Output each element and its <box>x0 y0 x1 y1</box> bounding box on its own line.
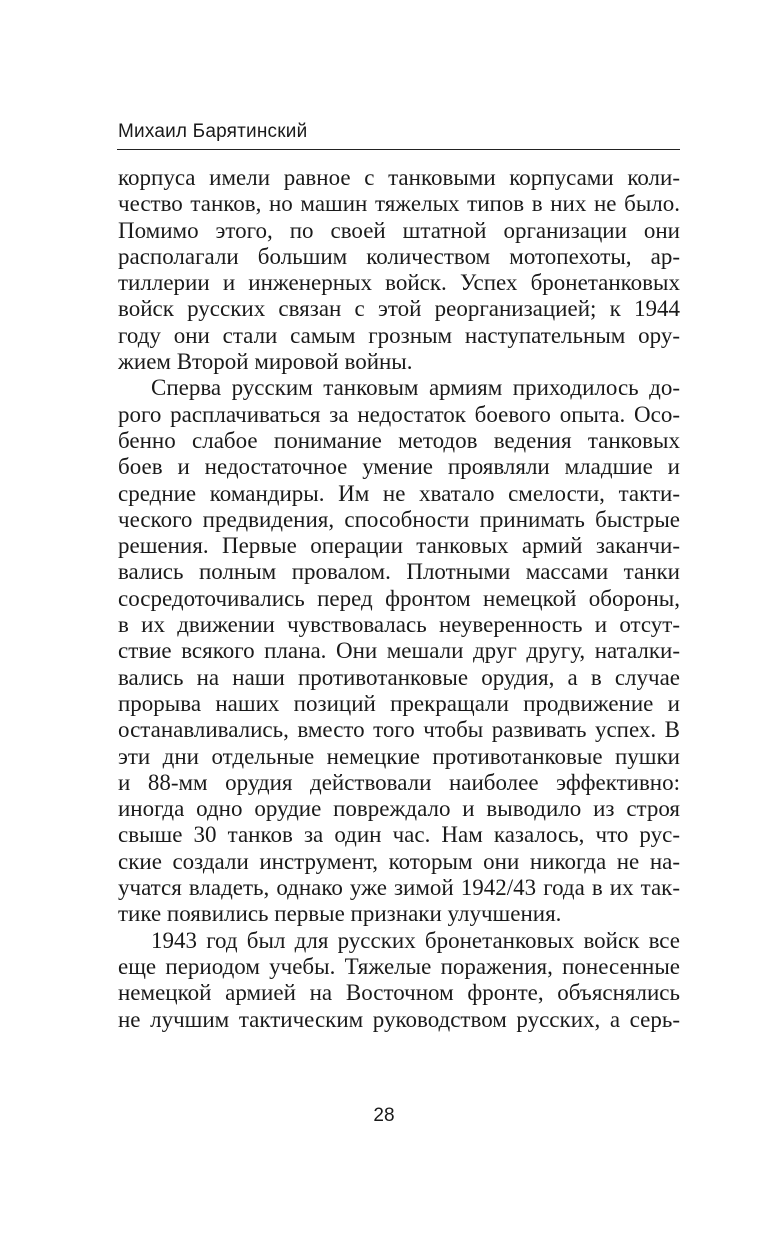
text-line: эти дни отдельные немецкие противотанковые пушки <box>118 743 680 769</box>
paragraph <box>118 928 680 1033</box>
header-rule <box>117 149 680 150</box>
text-line: прорыва наших позиций прекращали продвижение и <box>118 690 680 716</box>
text-line: боев и недостаточное умение проявляли младшие и <box>118 454 680 480</box>
text-line: чество танков, но машин тяжелых типов в них не было. <box>118 191 680 217</box>
text-line: ствие всякого плана. Они мешали друг другу, наталки- <box>118 638 680 664</box>
text-line: и 88-мм орудия действовали наиболее эффективно: <box>118 769 680 795</box>
body-text <box>118 165 680 1033</box>
text-line: решения. Первые операции танковых армий заканчи- <box>118 533 680 559</box>
text-line: вались полным провалом. Плотными массами танки <box>118 559 680 585</box>
paragraph <box>118 375 680 927</box>
text-line: тиллерии и инженерных войск. Успех бронетанковых <box>118 270 680 296</box>
text-line: свыше 30 танков за один час. Нам казалось, что рус- <box>118 822 680 848</box>
text-line: Помимо этого, по своей штатной организации они <box>118 217 680 243</box>
text-line: сосредоточивались перед фронтом немецкой обороны, <box>118 585 680 611</box>
text-line: немецкой армией на Восточном фронте, объяснялись <box>118 980 680 1006</box>
text-line: располагали большим количеством мотопехоты, ар- <box>118 243 680 269</box>
text-line: войск русских связан с этой реорганизацией; к 1944 <box>118 296 680 322</box>
text-line: корпуса имели равное с танковыми корпусами коли- <box>118 165 680 190</box>
text-line: 1943 год был для русских бронетанковых войск все <box>151 927 680 953</box>
text-line: ские создали инструмент, которым они никогда не на- <box>118 848 680 874</box>
text-line: жием Второй мировой войны. <box>118 349 413 375</box>
paragraph <box>118 165 680 375</box>
text-line: не лучшим тактическим руководством русских, а серь- <box>118 1006 680 1032</box>
running-head-author: Михаил Барятинский <box>118 121 308 142</box>
text-line: бенно слабое понимание методов ведения танковых <box>118 427 680 453</box>
text-line: тике появились первые признаки улучшения. <box>118 901 562 927</box>
text-line: рого расплачиваться за недостаток боевого опыта. Осо- <box>118 401 680 427</box>
text-line: останавливались, вместо того чтобы развивать успех. В <box>118 717 680 743</box>
text-line: в их движении чувствовалась неуверенность и отсут- <box>118 612 680 638</box>
text-line: году они стали самым грозным наступательным ору- <box>118 322 680 348</box>
text-line: еще периодом учебы. Тяжелые поражения, понесенные <box>118 953 680 979</box>
text-line: учатся владеть, однако уже зимой 1942/43 года в их так- <box>118 875 680 901</box>
page-number: 28 <box>373 1105 395 1126</box>
text-line: вались на наши противотанковые орудия, а в случае <box>118 664 680 690</box>
text-line: иногда одно орудие повреждало и выводило из строя <box>118 796 680 822</box>
text-line: ческого предвидения, способности принимать быстрые <box>118 506 680 532</box>
text-line: средние командиры. Им не хватало смелости, такти- <box>118 480 680 506</box>
text-line: Сперва русским танковым армиям приходилось до- <box>151 375 680 401</box>
